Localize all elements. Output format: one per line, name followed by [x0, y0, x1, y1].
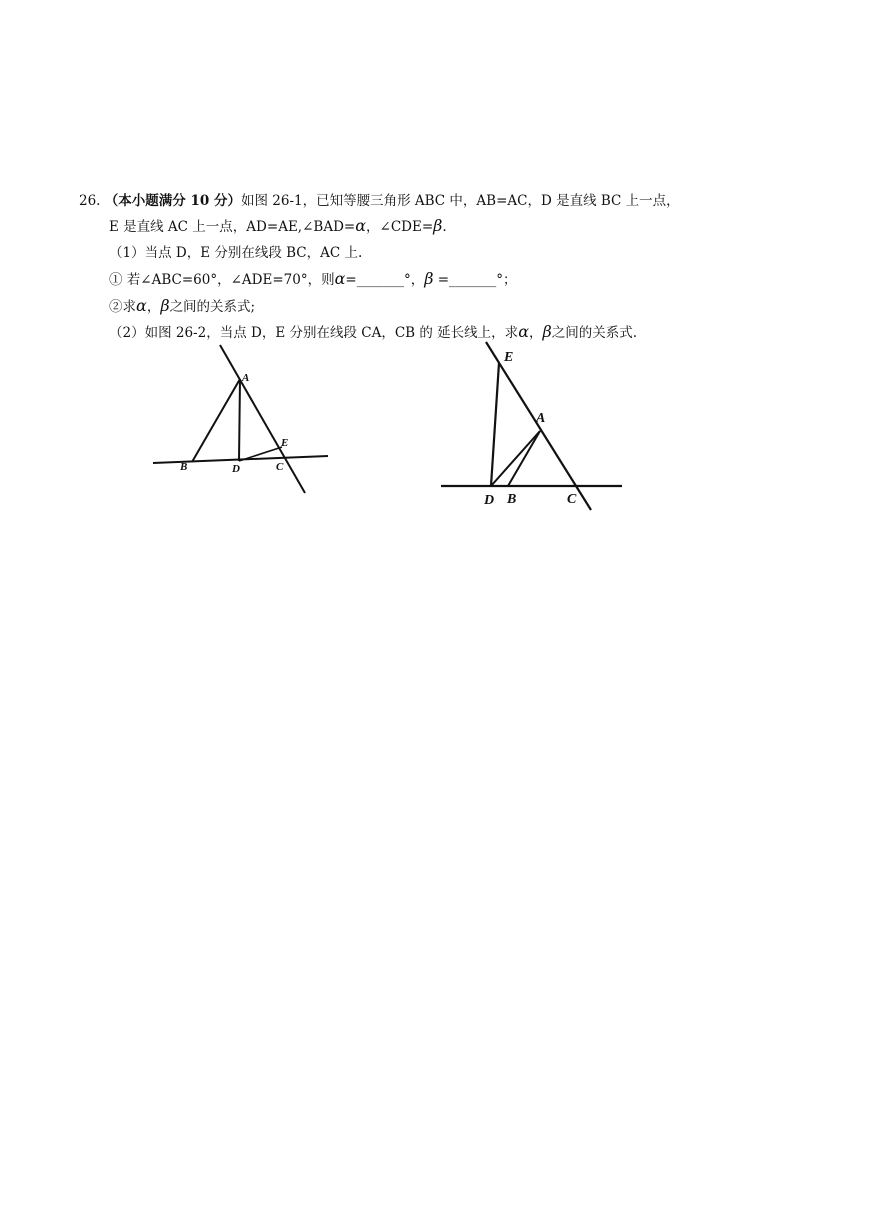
alpha-symbol: α — [518, 322, 529, 341]
part1-text: （1）当点 D，E 分别在线段 BC，AC 上. — [109, 245, 363, 261]
question-2 — [109, 296, 255, 317]
alpha-symbol: α — [136, 296, 147, 315]
part2-text: （2）如图 26-2，当点 D，E 分别在线段 CA，CB 的 延长线上，求 — [109, 325, 519, 341]
q1-blank-alpha: =_______°， — [345, 272, 425, 288]
score-note: （本小题满分 10 分） — [104, 193, 241, 209]
q1-blank-beta: =_______°； — [433, 272, 517, 288]
problem-line-2 — [109, 216, 447, 237]
figure-26-1-svg — [150, 343, 335, 498]
label-A: A — [242, 372, 250, 384]
label-C: C — [567, 492, 577, 507]
q2-text: 之间的关系式; — [169, 299, 256, 315]
statement-text: . — [442, 219, 447, 235]
problem-statement-1: 如图 26-1，已知等腰三角形 ABC 中，AB=AC，D 是直线 BC 上一点， — [240, 193, 680, 209]
segment-ab — [192, 379, 240, 462]
q2-text: ， — [146, 299, 161, 315]
problem-line-1 — [79, 191, 680, 211]
label-E: E — [504, 350, 514, 365]
label-B: B — [507, 492, 517, 507]
q1-text: ① 若∠ABC=60°，∠ADE=70°，则 — [109, 272, 335, 288]
beta-symbol: β — [424, 269, 434, 288]
segment-da — [491, 431, 540, 486]
q2-text: ②求 — [109, 299, 136, 315]
label-D: D — [484, 493, 495, 508]
line-ca-extended — [486, 342, 591, 510]
figure-26-2-svg — [438, 340, 628, 512]
segment-ed — [491, 363, 499, 486]
label-A: A — [536, 411, 546, 426]
segment-ab — [508, 431, 540, 486]
part2-text: ， — [529, 325, 543, 341]
beta-symbol: β — [433, 216, 443, 235]
part2-text: 之间的关系式. — [551, 325, 638, 341]
segment-ad — [239, 379, 240, 461]
label-B: B — [180, 461, 188, 473]
label-E: E — [281, 437, 289, 449]
alpha-symbol: α — [355, 216, 367, 235]
statement-text: E 是直线 AC 上一点，AD=AE,∠BAD= — [109, 219, 356, 235]
beta-symbol: β — [542, 322, 552, 341]
figure-26-2 — [438, 340, 628, 512]
alpha-symbol: α — [334, 269, 346, 288]
question-1 — [109, 269, 517, 290]
statement-text: ，∠CDE= — [366, 219, 434, 235]
figure-26-1 — [150, 343, 335, 498]
beta-symbol: β — [160, 296, 170, 315]
problem-number: 26. — [79, 193, 101, 209]
label-C: C — [276, 461, 284, 473]
part1-title — [109, 243, 362, 263]
label-D: D — [232, 463, 240, 475]
